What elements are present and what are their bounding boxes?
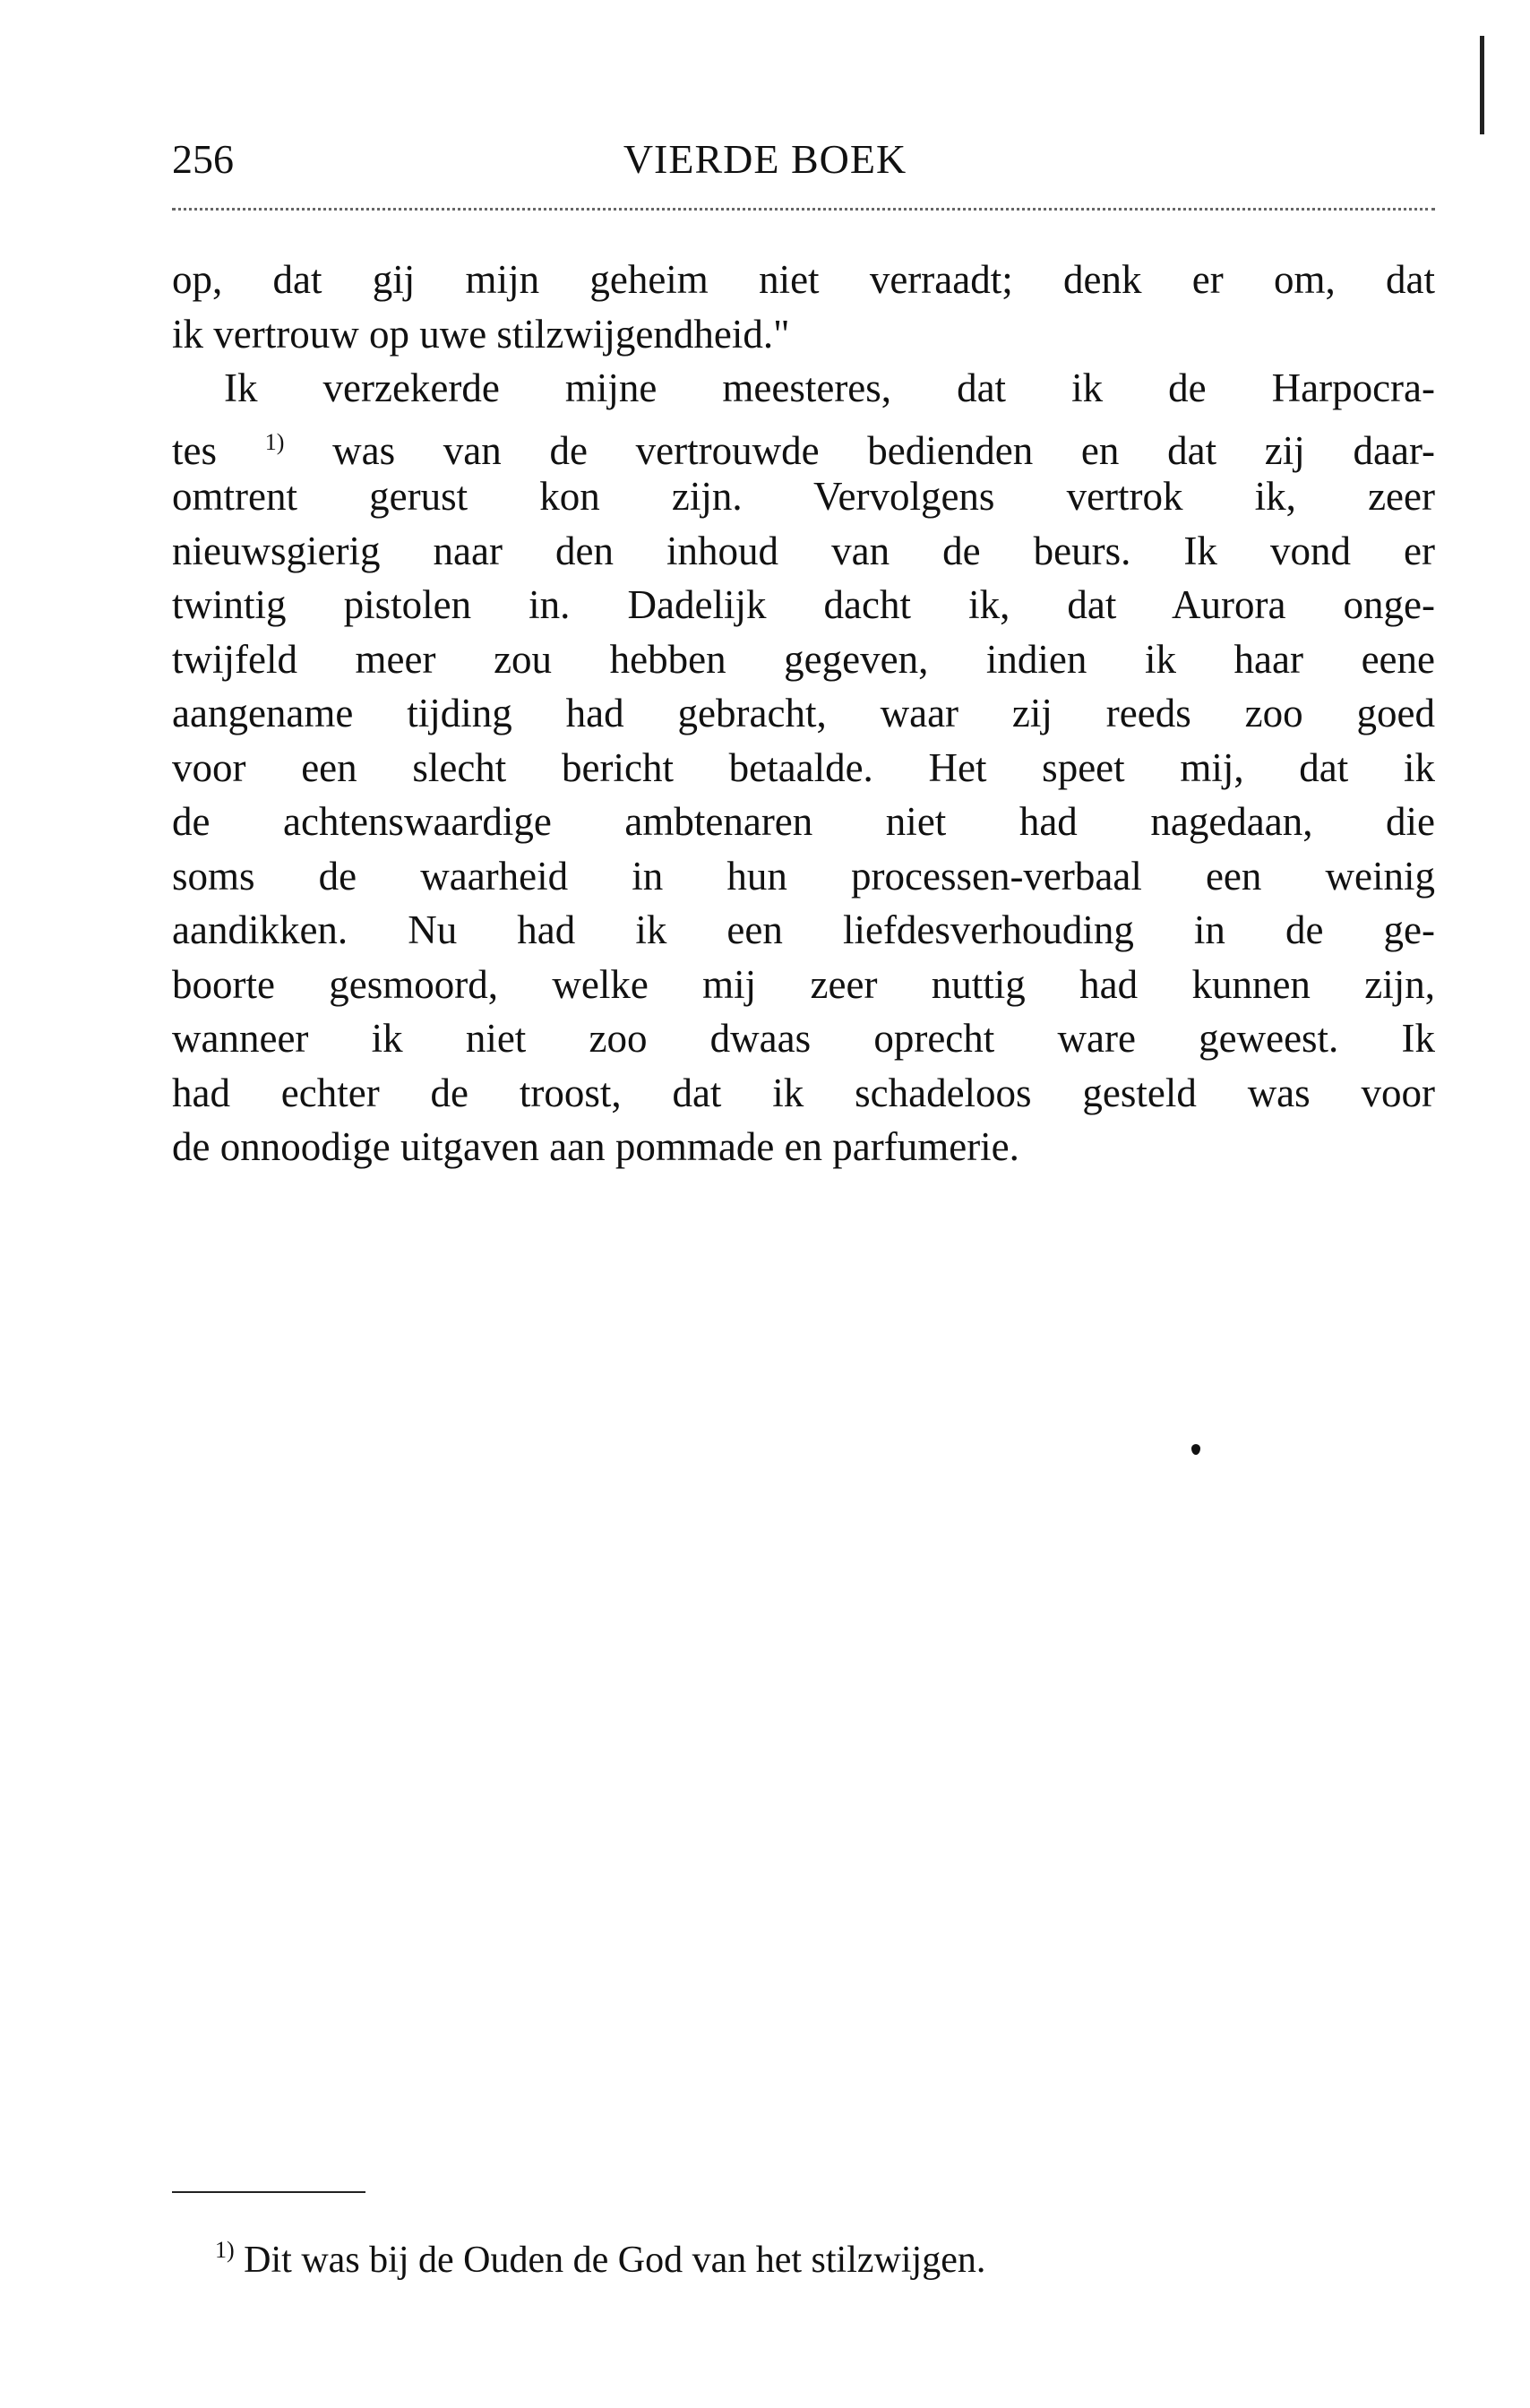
text-line: omtrent gerust kon zijn. Vervolgens vertrok ik, zeer <box>172 474 1435 519</box>
page-number: 256 <box>172 136 234 182</box>
text-line: had echter de troost, dat ik schadeloos gesteld was voor <box>172 1070 1435 1115</box>
text-line: twintig pistolen in. Dadelijk dacht ik, dat Aurora onge- <box>172 582 1435 627</box>
text-line: aangename tijding had gebracht, waar zij reeds zoo goed <box>172 691 1435 735</box>
text-line-with-footnote-ref <box>172 416 1436 473</box>
text-fragment: was van de vertrouwde bedienden en dat zij daar- <box>332 427 1436 473</box>
page-header <box>0 0 1530 206</box>
text-line: ik vertrouw op uwe stilzwijgendheid." <box>172 311 790 357</box>
scan-edge-mark <box>1480 36 1484 134</box>
body-text <box>172 253 1435 1174</box>
header-dotted-rule <box>172 208 1435 211</box>
text-line: twijfeld meer zou hebben gegeven, indien ik haar eene <box>172 636 1435 682</box>
text-line: soms de waarheid in hun processen-verbaal een weinig <box>172 853 1435 899</box>
footnote-marker: 1) <box>215 2237 235 2263</box>
text-line: voor een slecht bericht betaalde. Het speet mij, dat ik <box>172 744 1435 790</box>
footnote-reference: 1) <box>264 428 285 455</box>
footnote <box>215 2227 985 2283</box>
text-line: wanneer ik niet zoo dwaas oprecht ware geweest. Ik <box>172 1016 1435 1061</box>
text-line: de achtenswaardige ambtenaren niet had nagedaan, die <box>172 799 1435 844</box>
text-line: op, dat gij mijn geheim niet verraadt; denk er om, dat <box>172 257 1435 302</box>
footnote-text: Dit was bij de Ouden de God van het stilzwijgen. <box>244 2240 986 2281</box>
running-head: VIERDE BOEK <box>623 136 907 182</box>
text-line: nieuwsgierig naar den inhoud van de beurs. Ik vond er <box>172 528 1435 573</box>
footnote-rule <box>172 2191 365 2193</box>
text-line: Ik verzekerde mijne meesteres, dat ik de Harpocra- <box>224 366 1435 410</box>
text-line: boorte gesmoord, welke mij zeer nuttig had kunnen zijn, <box>172 961 1435 1007</box>
ink-speck <box>1191 1444 1200 1455</box>
text-line: aandikken. Nu had ik een liefdesverhouding in de ge- <box>172 907 1435 952</box>
text-line: de onnoodige uitgaven aan pommade en parfumerie. <box>172 1124 1019 1169</box>
text-fragment: tes <box>172 427 217 473</box>
